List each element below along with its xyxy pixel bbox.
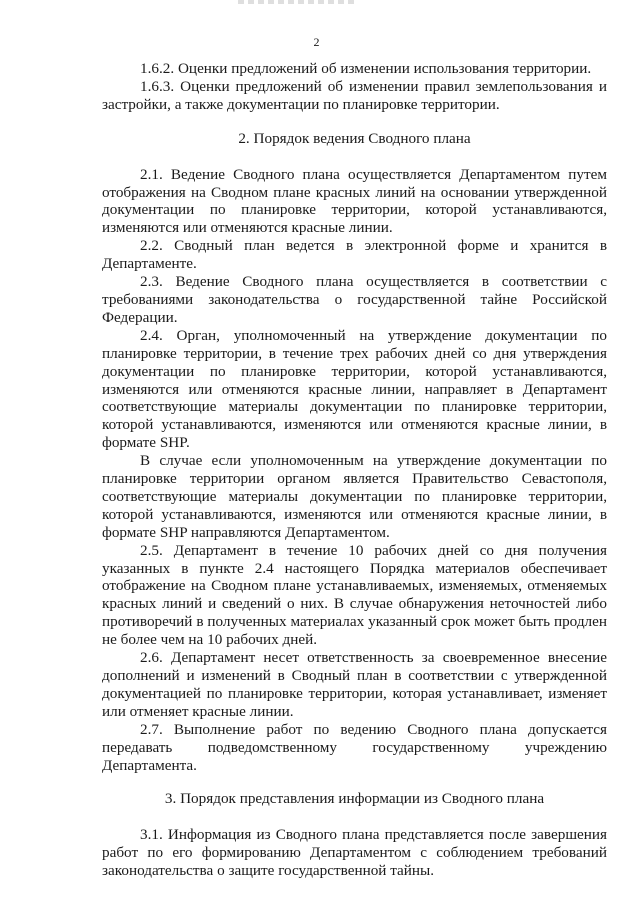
paragraph-2-5: 2.5. Департамент в течение 10 рабочих дней со дня получения указанных в пункте 2.4 настоящего Порядка материалов обеспечивает отображение на Сводном плане устанавливаемых, изменяемых, отменяемых красных линий и сведений о них. В случае обнаружения неточностей либо противоречий в полученных материалах указанный срок может быть продлен не более чем на 10 рабочих дней. bbox=[102, 541, 607, 649]
paragraph-3-1: 3.1. Информация из Сводного плана представляется после завершения работ по его формированию Департаментом с соблюдением требований законодательства о защите государственной тайны. bbox=[102, 826, 607, 880]
section-3-heading: 3. Порядок представления информации из Сводного плана bbox=[164, 790, 545, 808]
paragraph-1-6-2: 1.6.2. Оценки предложений об изменении использования территории. bbox=[140, 60, 592, 77]
scan-artifact bbox=[238, 0, 358, 4]
document-body bbox=[102, 60, 607, 880]
paragraph-2-2: 2.2. Сводный план ведется в электронной форме и хранится в Департаменте. bbox=[102, 237, 607, 273]
spacer bbox=[102, 114, 607, 130]
paragraph-2-6: 2.6. Департамент несет ответственность за своевременное внесение дополнений и изменений в Сводный план в соответствии с утвержденной документацией по планировке территории, которая устанавливает, изменяет или отменяет красные линии. bbox=[102, 649, 607, 720]
paragraph-2-1: 2.1. Ведение Сводного плана осуществляется Департаментом путем отображения на Сводном плане красных линий на основании утвержденной документации по планировке территории, которой устанавливаются, изменяются или отменяются красные линии. bbox=[102, 165, 607, 237]
spacer bbox=[102, 148, 607, 166]
spacer bbox=[102, 808, 607, 826]
paragraph-2-4-continued: В случае если уполномоченным на утверждение документации по планировке территории органом является Правительство Севастополя, соответствующие материалы документации по планировке территории, которой устанавливаются, изменяются или отменяются красные линии, в формате SHP направляются Департаментом. bbox=[102, 452, 607, 541]
page-number: 2 bbox=[313, 35, 320, 49]
paragraph-2-4: 2.4. Орган, уполномоченный на утверждение документации по планировке территории, в течение трех рабочих дней со дня утверждения документации по планировке территории, которой устанавливаются, изменяются или отменяются красные линии, направляет в Департамент соответствующие материалы документации по планировке территории, которой устанавливаются, изменяются или отменяются красные линии, в формате SHP. bbox=[102, 326, 607, 452]
section-2-heading: 2. Порядок ведения Сводного плана bbox=[238, 129, 471, 147]
paragraph-2-3: 2.3. Ведение Сводного плана осуществляется в соответствии с требованиями законодательства о государственной тайне Российской Федерации. bbox=[102, 273, 607, 326]
paragraph-2-7: 2.7. Выполнение работ по ведению Сводного плана допускается передавать подведомственному государственному учреждению Департамента. bbox=[102, 720, 607, 774]
paragraph-1-6-3: 1.6.3. Оценки предложений об изменении правил землепользования и застройки, а также документации по планировке территории. bbox=[102, 77, 607, 113]
spacer bbox=[102, 774, 607, 790]
